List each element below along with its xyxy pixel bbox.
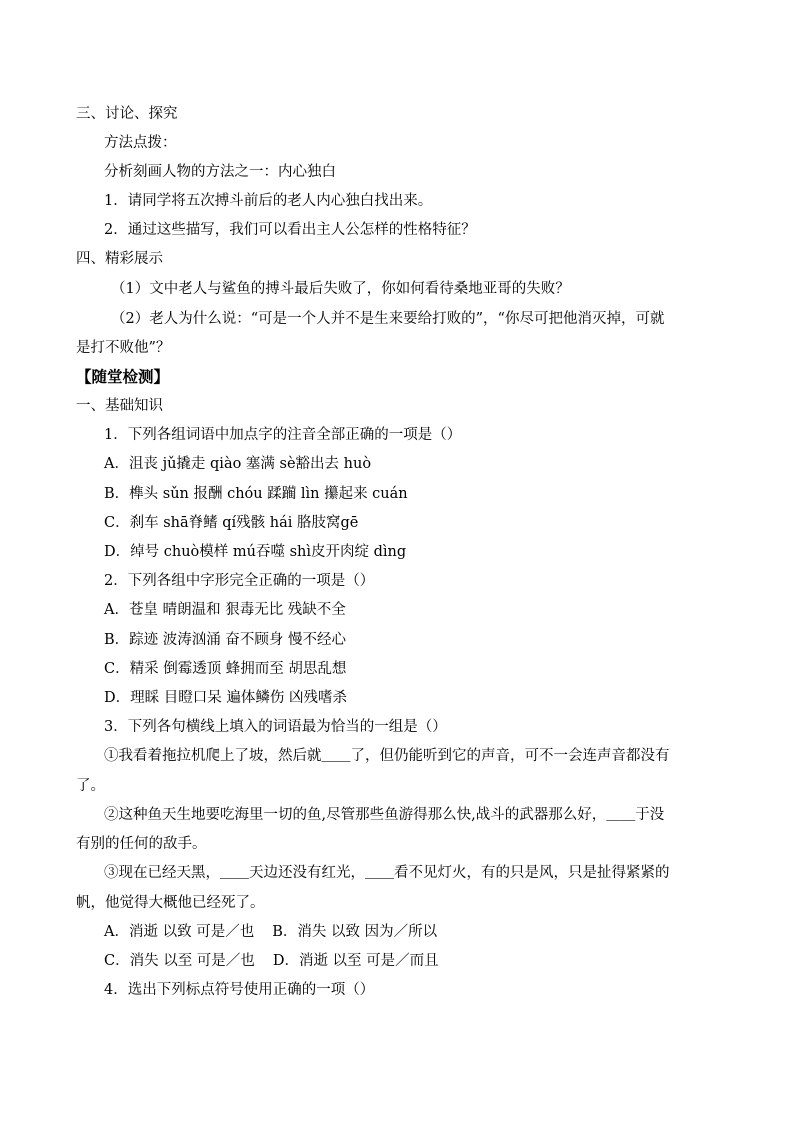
q3-stem: 3．下列各句横线上填入的词语最为恰当的一组是（） bbox=[104, 719, 447, 735]
q2-option-d: D．理睬 目瞪口呆 遍体鳞伤 凶残嗜杀 bbox=[104, 690, 347, 706]
q3-option-d: D．消逝 以至 可是／而且 bbox=[272, 953, 439, 969]
discussion-question-1: 1．请同学将五次搏斗前后的老人内心独白找出来。 bbox=[104, 193, 433, 209]
test-section-basic: 一、基础知识 bbox=[76, 398, 163, 414]
q1-option-b: B．榫头 sǔn 报酬 chóu 蹂躏 lìn 攥起来 cuán bbox=[104, 486, 408, 502]
q3-sentence-2-line-2: 有别的任何的敌手。 bbox=[76, 836, 207, 852]
discussion-question-2: 2．通过这些描写，我们可以看出主人公怎样的性格特征？ bbox=[104, 222, 476, 238]
test-heading: 【随堂检测】 bbox=[76, 367, 170, 386]
q1-option-d: D．绰号 chuò模样 mú吞噬 shì皮开肉绽 dìng bbox=[104, 544, 407, 560]
q1-option-c: C．刹车 shā脊鳍 qí残骸 hái 胳肢窝gē bbox=[104, 515, 359, 531]
q3-sentence-1-line-2: 了。 bbox=[76, 778, 105, 794]
q3-sentence-3-line-2: 帆，他觉得大概他已经死了。 bbox=[76, 895, 265, 911]
q1-option-a: A．沮丧 jǔ撬走 qiào 塞满 sè豁出去 huò bbox=[104, 456, 372, 472]
q3-option-b: B．消失 以致 因为／所以 bbox=[272, 924, 438, 940]
method-description: 分析刻画人物的方法之一：内心独白 bbox=[104, 164, 336, 180]
showcase-question-2-line-2: 是打不败他”？ bbox=[76, 340, 171, 356]
section-heading-showcase: 四、精彩展示 bbox=[76, 251, 163, 267]
q3-option-a: A．消逝 以致 可是／也 bbox=[104, 924, 255, 940]
q2-option-c: C．精采 倒霉透顶 蜂拥而至 胡思乱想 bbox=[104, 661, 347, 677]
q1-stem: 1．下列各组词语中加点字的注音全部正确的一项是（） bbox=[104, 427, 462, 443]
q3-option-c: C．消失 以至 可是／也 bbox=[104, 953, 255, 969]
q3-options-row-2 bbox=[104, 951, 439, 971]
q3-sentence-2-line-1: ②这种鱼天生地要吃海里一切的鱼,尽管那些鱼游得那么快,战斗的武器那么好，＿＿于没 bbox=[104, 807, 665, 823]
q2-stem: 2．下列各组中字形完全正确的一项是（） bbox=[104, 573, 375, 589]
showcase-question-2-line-1: （2）老人为什么说：“可是一个人并不是生来要给打败的”，“你尽可把他消灭掉，可就 bbox=[111, 311, 665, 327]
showcase-question-1: （1）文中老人与鲨鱼的搏斗最后失败了，你如何看待桑地亚哥的失败？ bbox=[111, 281, 570, 297]
q2-option-a: A．苍皇 晴朗温和 狠毒无比 残缺不全 bbox=[104, 602, 346, 618]
q3-sentence-3-line-1: ③现在已经天黑，＿＿天边还没有红光，＿＿看不见灯火，有的只是风，只是扯得紧紧的 bbox=[104, 865, 670, 881]
section-heading-discussion: 三、讨论、探究 bbox=[76, 106, 178, 122]
q3-sentence-1-line-1: ①我看着拖拉机爬上了坡，然后就＿＿了，但仍能听到它的声音，可不一会连声音都没有 bbox=[104, 748, 670, 764]
q3-options-row-1 bbox=[104, 922, 437, 942]
q2-option-b: B．踪迹 波涛汹涌 奋不顾身 慢不经心 bbox=[104, 632, 346, 648]
method-label: 方法点拨： bbox=[104, 135, 177, 151]
q4-stem: 4．选出下列标点符号使用正确的一项（） bbox=[104, 982, 375, 998]
